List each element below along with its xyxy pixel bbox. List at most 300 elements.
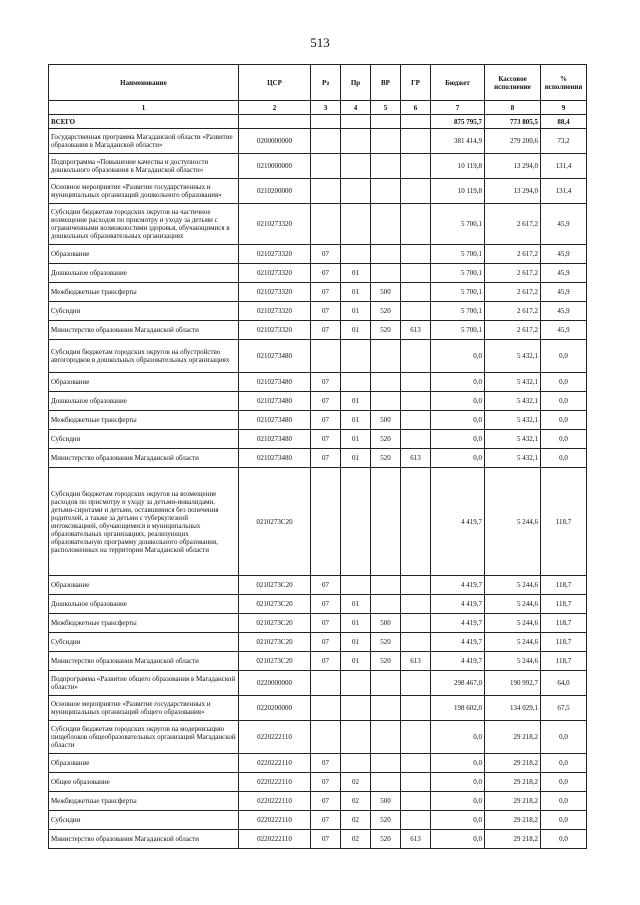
- cell-gr: [401, 773, 431, 792]
- cell-pct: 118,7: [541, 595, 587, 614]
- cell-pr: [341, 245, 371, 264]
- cell-rz: 07: [311, 411, 341, 430]
- cell-name: Общее образование: [49, 773, 239, 792]
- cell-vr: 500: [371, 411, 401, 430]
- cell-budget: 0,0: [431, 430, 485, 449]
- cell-budget: 5 700,1: [431, 204, 485, 245]
- cell-vr: [371, 721, 401, 754]
- cell-csr: 0210273480: [239, 449, 311, 468]
- cell-rz: 07: [311, 392, 341, 411]
- cell-cash: 5 244,6: [485, 652, 541, 671]
- cell-cash: 29 218,2: [485, 792, 541, 811]
- cell-vr: 520: [371, 652, 401, 671]
- cell-rz: 07: [311, 652, 341, 671]
- table-row: [49, 411, 587, 430]
- cell-pr: [341, 468, 371, 576]
- cell-pr: 01: [341, 652, 371, 671]
- cell-csr: 0210200000: [239, 179, 311, 204]
- cell-cash: 2 617,2: [485, 302, 541, 321]
- table-row: [49, 721, 587, 754]
- cell-pr: [341, 373, 371, 392]
- cell-vr: [371, 671, 401, 696]
- cell-pr: 01: [341, 302, 371, 321]
- cell-csr: 0210273320: [239, 245, 311, 264]
- cell-rz: [311, 721, 341, 754]
- table-row: [49, 595, 587, 614]
- table-row: [49, 754, 587, 773]
- cell-vr: [371, 754, 401, 773]
- cell-rz: 07: [311, 283, 341, 302]
- cell-csr: 0210273320: [239, 204, 311, 245]
- cell-name: Дошкольное образование: [49, 392, 239, 411]
- cell-rz: 07: [311, 754, 341, 773]
- table-row: [49, 204, 587, 245]
- cell-name: Межбюджетные трансферты: [49, 283, 239, 302]
- table-body: [49, 115, 587, 849]
- cell-gr: [401, 754, 431, 773]
- cell-budget: 0,0: [431, 754, 485, 773]
- table-row: [49, 154, 587, 179]
- cell-budget: 4 419,7: [431, 652, 485, 671]
- cell-pct: 64,0: [541, 671, 587, 696]
- cell-gr: [401, 792, 431, 811]
- table-row: [49, 449, 587, 468]
- cell-vr: 520: [371, 811, 401, 830]
- cell-gr: [401, 811, 431, 830]
- cell-name: Межбюджетные трансферты: [49, 411, 239, 430]
- cell-gr: [401, 129, 431, 154]
- cell-vr: [371, 115, 401, 129]
- cell-pct: 45,9: [541, 321, 587, 340]
- table-row: [49, 302, 587, 321]
- cell-rz: 07: [311, 614, 341, 633]
- cell-name: Министерство образования Магаданской области: [49, 830, 239, 849]
- cell-name: Дошкольное образование: [49, 595, 239, 614]
- cell-pct: 0,0: [541, 411, 587, 430]
- header-budget: Бюджет: [431, 65, 485, 101]
- cell-cash: 13 294,0: [485, 154, 541, 179]
- cell-gr: [401, 373, 431, 392]
- table-row: [49, 792, 587, 811]
- cell-pct: 0,0: [541, 773, 587, 792]
- cell-pct: 0,0: [541, 340, 587, 373]
- header-csr: ЦСР: [239, 65, 311, 101]
- cell-name: Субсидии: [49, 633, 239, 652]
- table-row: [49, 576, 587, 595]
- cell-rz: 07: [311, 373, 341, 392]
- cell-pct: 0,0: [541, 754, 587, 773]
- column-number: 9: [541, 101, 587, 115]
- cell-pr: 02: [341, 811, 371, 830]
- cell-name: Министерство образования Магаданской области: [49, 652, 239, 671]
- cell-rz: 07: [311, 792, 341, 811]
- table-row: [49, 283, 587, 302]
- cell-gr: [401, 302, 431, 321]
- cell-budget: 0,0: [431, 373, 485, 392]
- cell-vr: [371, 264, 401, 283]
- cell-pr: 01: [341, 264, 371, 283]
- cell-vr: 520: [371, 449, 401, 468]
- cell-rz: [311, 671, 341, 696]
- cell-pr: 02: [341, 792, 371, 811]
- cell-cash: 134 029,1: [485, 696, 541, 721]
- cell-pr: [341, 721, 371, 754]
- cell-name: Образование: [49, 754, 239, 773]
- cell-gr: [401, 154, 431, 179]
- cell-csr: 0210273С20: [239, 595, 311, 614]
- cell-csr: 0210273С20: [239, 652, 311, 671]
- cell-vr: [371, 204, 401, 245]
- cell-csr: 0210273С20: [239, 468, 311, 576]
- cell-csr: 0220222110: [239, 792, 311, 811]
- cell-name: Образование: [49, 373, 239, 392]
- cell-rz: [311, 115, 341, 129]
- cell-budget: 0,0: [431, 449, 485, 468]
- cell-gr: [401, 392, 431, 411]
- cell-csr: 0220200000: [239, 696, 311, 721]
- cell-cash: 5 244,6: [485, 576, 541, 595]
- cell-gr: [401, 430, 431, 449]
- cell-cash: 29 218,2: [485, 754, 541, 773]
- cell-pct: 0,0: [541, 721, 587, 754]
- cell-csr: 0210273480: [239, 392, 311, 411]
- cell-csr: 0210273320: [239, 283, 311, 302]
- cell-cash: 5 432,1: [485, 411, 541, 430]
- cell-cash: 29 218,2: [485, 811, 541, 830]
- cell-pr: 01: [341, 595, 371, 614]
- cell-gr: [401, 204, 431, 245]
- column-number: 8: [485, 101, 541, 115]
- table-row: [49, 696, 587, 721]
- cell-gr: [401, 245, 431, 264]
- header-cash: Кассовое исполнение: [485, 65, 541, 101]
- cell-vr: 500: [371, 614, 401, 633]
- cell-pr: [341, 696, 371, 721]
- column-number: 4: [341, 101, 371, 115]
- cell-csr: 0210273С20: [239, 633, 311, 652]
- cell-budget: 0,0: [431, 830, 485, 849]
- cell-name: Основное мероприятие «Развитие государственных и муниципальных организаций дошкольного образования»: [49, 179, 239, 204]
- cell-rz: 07: [311, 321, 341, 340]
- cell-vr: [371, 773, 401, 792]
- header-row: [49, 65, 587, 101]
- cell-name: Основное мероприятие «Развитие государственных и муниципальных организаций общего образования»: [49, 696, 239, 721]
- cell-cash: 2 617,2: [485, 264, 541, 283]
- cell-csr: 0220222110: [239, 754, 311, 773]
- cell-csr: 0210273480: [239, 340, 311, 373]
- cell-pr: 01: [341, 430, 371, 449]
- cell-budget: 4 419,7: [431, 633, 485, 652]
- cell-name: Субсидии бюджетам городских округов на модернизацию пищеблоков общеобразовательных организаций Магаданской области: [49, 721, 239, 754]
- cell-pr: 01: [341, 449, 371, 468]
- cell-name: Образование: [49, 245, 239, 264]
- cell-rz: 07: [311, 245, 341, 264]
- cell-rz: [311, 696, 341, 721]
- cell-gr: [401, 264, 431, 283]
- cell-budget: 0,0: [431, 392, 485, 411]
- cell-rz: 07: [311, 449, 341, 468]
- cell-budget: 0,0: [431, 811, 485, 830]
- cell-csr: 0210273С20: [239, 576, 311, 595]
- cell-rz: 07: [311, 633, 341, 652]
- cell-rz: [311, 154, 341, 179]
- cell-cash: 5 244,6: [485, 633, 541, 652]
- cell-budget: 0,0: [431, 721, 485, 754]
- table-row: [49, 430, 587, 449]
- cell-pr: [341, 129, 371, 154]
- cell-pr: [341, 671, 371, 696]
- column-number: 2: [239, 101, 311, 115]
- cell-csr: 0220222110: [239, 830, 311, 849]
- cell-gr: [401, 671, 431, 696]
- cell-pct: 0,0: [541, 830, 587, 849]
- cell-budget: 198 602,0: [431, 696, 485, 721]
- table-row: [49, 811, 587, 830]
- cell-budget: 5 700,1: [431, 321, 485, 340]
- column-number: 1: [49, 101, 239, 115]
- cell-pr: [341, 179, 371, 204]
- cell-name: Межбюджетные трансферты: [49, 792, 239, 811]
- table-row: [49, 179, 587, 204]
- cell-budget: 10 119,8: [431, 179, 485, 204]
- cell-name: Субсидии: [49, 430, 239, 449]
- cell-csr: 0210273480: [239, 373, 311, 392]
- cell-pct: 45,9: [541, 283, 587, 302]
- cell-csr: 0210273320: [239, 321, 311, 340]
- cell-pct: 45,9: [541, 264, 587, 283]
- cell-cash: 5 432,1: [485, 373, 541, 392]
- cell-cash: 5 432,1: [485, 430, 541, 449]
- column-number-row: [49, 101, 587, 115]
- cell-pr: 01: [341, 392, 371, 411]
- cell-vr: [371, 179, 401, 204]
- table-row: [49, 340, 587, 373]
- table-row: [49, 614, 587, 633]
- cell-rz: [311, 179, 341, 204]
- cell-rz: [311, 340, 341, 373]
- cell-cash: 5 432,1: [485, 340, 541, 373]
- table-row: [49, 373, 587, 392]
- cell-pct: 45,9: [541, 204, 587, 245]
- cell-cash: 5 432,1: [485, 392, 541, 411]
- cell-name: Образование: [49, 576, 239, 595]
- cell-name: Государственная программа Магаданской области «Развитие образования в Магаданской области»: [49, 129, 239, 154]
- cell-budget: 4 419,7: [431, 614, 485, 633]
- table-row: [49, 633, 587, 652]
- cell-vr: [371, 595, 401, 614]
- column-number: 3: [311, 101, 341, 115]
- cell-pr: 01: [341, 411, 371, 430]
- cell-pct: 0,0: [541, 792, 587, 811]
- cell-pr: [341, 115, 371, 129]
- cell-pr: 01: [341, 633, 371, 652]
- cell-vr: 520: [371, 302, 401, 321]
- cell-pct: 67,5: [541, 696, 587, 721]
- cell-vr: [371, 340, 401, 373]
- cell-vr: 520: [371, 321, 401, 340]
- cell-csr: 0200000000: [239, 129, 311, 154]
- cell-rz: 07: [311, 576, 341, 595]
- cell-rz: 07: [311, 264, 341, 283]
- cell-pr: 02: [341, 773, 371, 792]
- cell-cash: 29 218,2: [485, 721, 541, 754]
- cell-name: Подпрограмма «Развитие общего образования в Магаданской области»: [49, 671, 239, 696]
- cell-vr: [371, 129, 401, 154]
- cell-budget: 4 419,7: [431, 468, 485, 576]
- cell-cash: 5 244,6: [485, 595, 541, 614]
- cell-vr: [371, 245, 401, 264]
- cell-csr: 0220222110: [239, 773, 311, 792]
- cell-budget: 0,0: [431, 773, 485, 792]
- cell-budget: 0,0: [431, 411, 485, 430]
- cell-pct: 118,7: [541, 633, 587, 652]
- cell-pct: 45,9: [541, 245, 587, 264]
- cell-rz: [311, 129, 341, 154]
- cell-cash: 5 244,6: [485, 468, 541, 576]
- cell-gr: [401, 340, 431, 373]
- cell-rz: 07: [311, 773, 341, 792]
- cell-rz: 07: [311, 302, 341, 321]
- cell-gr: [401, 614, 431, 633]
- cell-pr: 01: [341, 321, 371, 340]
- cell-vr: 520: [371, 430, 401, 449]
- cell-pct: 131,4: [541, 179, 587, 204]
- table-row: [49, 468, 587, 576]
- header-gr: ГР: [401, 65, 431, 101]
- table-row: [49, 773, 587, 792]
- cell-name: Субсидии бюджетам городских округов на возмещение расходов по присмотру и уходу за детьми-инвалидами, детьми-сиротами и детьми, оставшимися без попечения родителей, а также за детьми с туберкулезной интоксикацией, обучающимися в муниципальных образовательных организациях, реализующих образовательную программу дошкольного образования, расположенных на территории Магаданской области: [49, 468, 239, 576]
- cell-pct: 73,2: [541, 129, 587, 154]
- cell-budget: 4 419,7: [431, 595, 485, 614]
- cell-cash: 29 218,2: [485, 830, 541, 849]
- cell-name: ВСЕГО: [49, 115, 239, 129]
- cell-cash: 13 294,0: [485, 179, 541, 204]
- cell-cash: 2 617,2: [485, 283, 541, 302]
- cell-pct: 0,0: [541, 449, 587, 468]
- header-vr: ВР: [371, 65, 401, 101]
- cell-rz: 07: [311, 830, 341, 849]
- header-pr: Пр: [341, 65, 371, 101]
- cell-gr: [401, 595, 431, 614]
- table-row: [49, 129, 587, 154]
- cell-gr: 613: [401, 652, 431, 671]
- cell-vr: 500: [371, 283, 401, 302]
- cell-gr: [401, 179, 431, 204]
- cell-vr: [371, 154, 401, 179]
- cell-cash: 2 617,2: [485, 321, 541, 340]
- cell-pr: [341, 340, 371, 373]
- table-row: [49, 830, 587, 849]
- cell-pct: 118,7: [541, 576, 587, 595]
- cell-budget: 875 795,7: [431, 115, 485, 129]
- cell-budget: 381 414,9: [431, 129, 485, 154]
- cell-name: Субсидии: [49, 811, 239, 830]
- cell-gr: [401, 633, 431, 652]
- cell-name: Межбюджетные трансферты: [49, 614, 239, 633]
- table-row: [49, 652, 587, 671]
- header-rz: Рз: [311, 65, 341, 101]
- cell-pr: [341, 576, 371, 595]
- cell-pct: 45,9: [541, 302, 587, 321]
- cell-gr: [401, 721, 431, 754]
- cell-csr: 0210273320: [239, 302, 311, 321]
- table-row: [49, 321, 587, 340]
- header-name: Наименование: [49, 65, 239, 101]
- cell-gr: [401, 283, 431, 302]
- cell-csr: 0210273С20: [239, 614, 311, 633]
- column-number: 6: [401, 101, 431, 115]
- cell-vr: 500: [371, 792, 401, 811]
- cell-gr: [401, 468, 431, 576]
- cell-pct: 118,7: [541, 614, 587, 633]
- cell-budget: 298 467,0: [431, 671, 485, 696]
- cell-csr: [239, 115, 311, 129]
- cell-rz: [311, 468, 341, 576]
- cell-pr: 02: [341, 830, 371, 849]
- table-row: [49, 245, 587, 264]
- cell-budget: 5 700,1: [431, 283, 485, 302]
- cell-csr: 0220222110: [239, 721, 311, 754]
- cell-rz: [311, 204, 341, 245]
- cell-csr: 0210273480: [239, 430, 311, 449]
- cell-pct: 131,4: [541, 154, 587, 179]
- cell-pct: 0,0: [541, 392, 587, 411]
- cell-budget: 4 419,7: [431, 576, 485, 595]
- cell-pct: 118,7: [541, 468, 587, 576]
- cell-rz: 07: [311, 430, 341, 449]
- cell-vr: 520: [371, 633, 401, 652]
- cell-vr: [371, 373, 401, 392]
- cell-pr: [341, 154, 371, 179]
- table-row: [49, 264, 587, 283]
- cell-pr: [341, 754, 371, 773]
- table-row: [49, 392, 587, 411]
- cell-gr: [401, 115, 431, 129]
- cell-name: Министерство образования Магаданской области: [49, 321, 239, 340]
- cell-pr: [341, 204, 371, 245]
- cell-vr: [371, 392, 401, 411]
- cell-pct: 118,7: [541, 652, 587, 671]
- total-row: [49, 115, 587, 129]
- cell-vr: 520: [371, 830, 401, 849]
- cell-name: Субсидии бюджетам городских округов на обустройство автогородков в дошкольных образовательных организациях: [49, 340, 239, 373]
- cell-cash: 5 432,1: [485, 449, 541, 468]
- cell-csr: 0220222110: [239, 811, 311, 830]
- cell-cash: 29 218,2: [485, 773, 541, 792]
- cell-gr: [401, 576, 431, 595]
- budget-table: [48, 64, 587, 849]
- cell-budget: 5 700,1: [431, 264, 485, 283]
- table-row: [49, 671, 587, 696]
- cell-gr: 613: [401, 449, 431, 468]
- column-number: 7: [431, 101, 485, 115]
- cell-budget: 0,0: [431, 340, 485, 373]
- cell-budget: 10 119,8: [431, 154, 485, 179]
- column-number: 5: [371, 101, 401, 115]
- cell-pct: 0,0: [541, 811, 587, 830]
- cell-name: Субсидии бюджетам городских округов на частичное возмещение расходов по присмотру и уходу за детьми с ограниченными возможностями здоровья, обучающимися в дошкольных образовательных организациях: [49, 204, 239, 245]
- cell-name: Министерство образования Магаданской области: [49, 449, 239, 468]
- cell-csr: 0210000000: [239, 154, 311, 179]
- cell-name: Дошкольное образование: [49, 264, 239, 283]
- cell-pr: 01: [341, 283, 371, 302]
- header-pct: % исполнения: [541, 65, 587, 101]
- page-number: 513: [310, 35, 330, 50]
- cell-cash: 279 200,6: [485, 129, 541, 154]
- cell-pct: 0,0: [541, 373, 587, 392]
- cell-cash: 2 617,2: [485, 204, 541, 245]
- cell-gr: [401, 696, 431, 721]
